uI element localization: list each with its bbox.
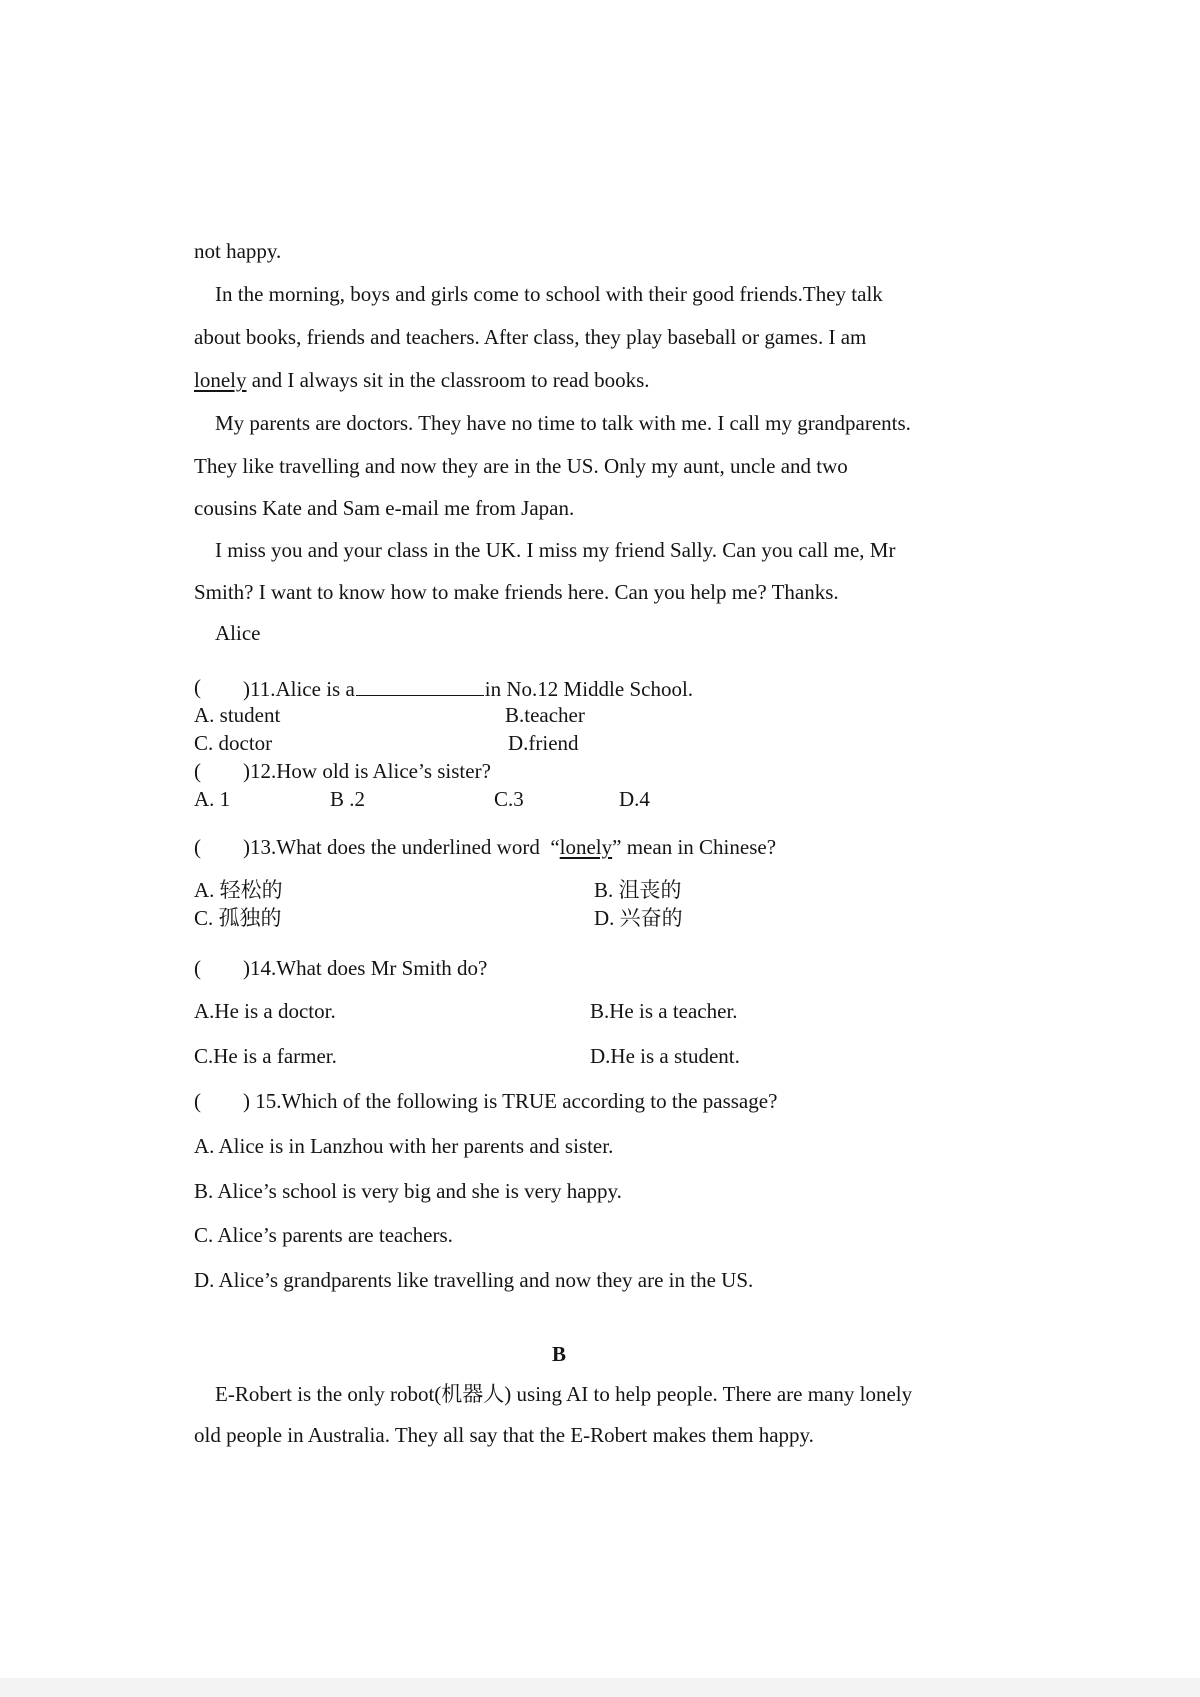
- option-a: A. 轻松的: [194, 878, 283, 902]
- question-11-paren: (: [194, 675, 201, 699]
- underlined-word-lonely: lonely: [559, 835, 613, 859]
- question-15-paren: (: [194, 1089, 201, 1113]
- option-b: B.teacher: [505, 703, 585, 727]
- question-14-stem: )14.What does Mr Smith do?: [243, 956, 488, 980]
- passage-line: [194, 370, 650, 391]
- option-b: B .2: [330, 787, 366, 811]
- option-c: C.3: [494, 787, 524, 811]
- question-15-stem: ) 15.Which of the following is TRUE according to the passage?: [243, 1089, 778, 1113]
- option-a: A. student: [194, 703, 281, 727]
- option-d: D. 兴奋的: [594, 906, 683, 930]
- question-14-paren: (: [194, 956, 201, 980]
- passage-line: cousins Kate and Sam e-mail me from Japan.: [194, 496, 575, 520]
- passage-line: I miss you and your class in the UK. I miss my friend Sally. Can you call me, Mr: [215, 538, 896, 562]
- option-d: D.4: [619, 787, 650, 811]
- passage-line: They like travelling and now they are in the US. Only my aunt, uncle and two: [194, 454, 848, 478]
- question-13-paren: (: [194, 835, 201, 859]
- underlined-word-lonely: lonely: [194, 368, 247, 392]
- question-12-stem: )12.How old is Alice’s sister?: [243, 759, 491, 783]
- option-c: C. Alice’s parents are teachers.: [194, 1223, 453, 1247]
- passage-line: old people in Australia. They all say that the E-Robert makes them happy.: [194, 1423, 814, 1447]
- option-a: A. 1: [194, 787, 231, 811]
- question-13-stem: )13.What does the underlined word “lonely” mean in Chinese?: [243, 835, 777, 859]
- letter-signature: Alice: [215, 621, 261, 645]
- answer-blank: [356, 677, 484, 696]
- passage-text: and I always sit in the classroom to read books.: [246, 368, 650, 392]
- option-d: D.He is a student.: [590, 1044, 740, 1068]
- passage-line: about books, friends and teachers. After class, they play baseball or games. I am: [194, 325, 867, 349]
- scan-edge: [0, 1678, 1200, 1697]
- question-11-stem: )11.Alice is a in No.12 Middle School.: [243, 677, 694, 701]
- option-a: A.He is a doctor.: [194, 999, 336, 1023]
- option-c: C.He is a farmer.: [194, 1044, 337, 1068]
- option-b: B. Alice’s school is very big and she is very happy.: [194, 1179, 622, 1203]
- passage-line: E-Robert is the only robot(机器人) using AI to help people. There are many lonely: [215, 1382, 913, 1406]
- passage-line: not happy.: [194, 239, 282, 263]
- option-c: C. 孤独的: [194, 906, 282, 930]
- passage-line: My parents are doctors. They have no time to talk with me. I call my grandparents.: [215, 411, 911, 435]
- option-d: D.friend: [508, 731, 579, 755]
- option-c: C. doctor: [194, 731, 273, 755]
- question-12-paren: (: [194, 759, 201, 783]
- option-a: A. Alice is in Lanzhou with her parents and sister.: [194, 1134, 614, 1158]
- option-b: B. 沮丧的: [594, 878, 682, 902]
- option-d: D. Alice’s grandparents like travelling and now they are in the US.: [194, 1268, 754, 1292]
- passage-line: In the morning, boys and girls come to school with their good friends.They talk: [215, 282, 883, 306]
- passage-line: Smith? I want to know how to make friends here. Can you help me? Thanks.: [194, 580, 839, 604]
- section-b-heading: B: [552, 1342, 567, 1366]
- option-b: B.He is a teacher.: [590, 999, 738, 1023]
